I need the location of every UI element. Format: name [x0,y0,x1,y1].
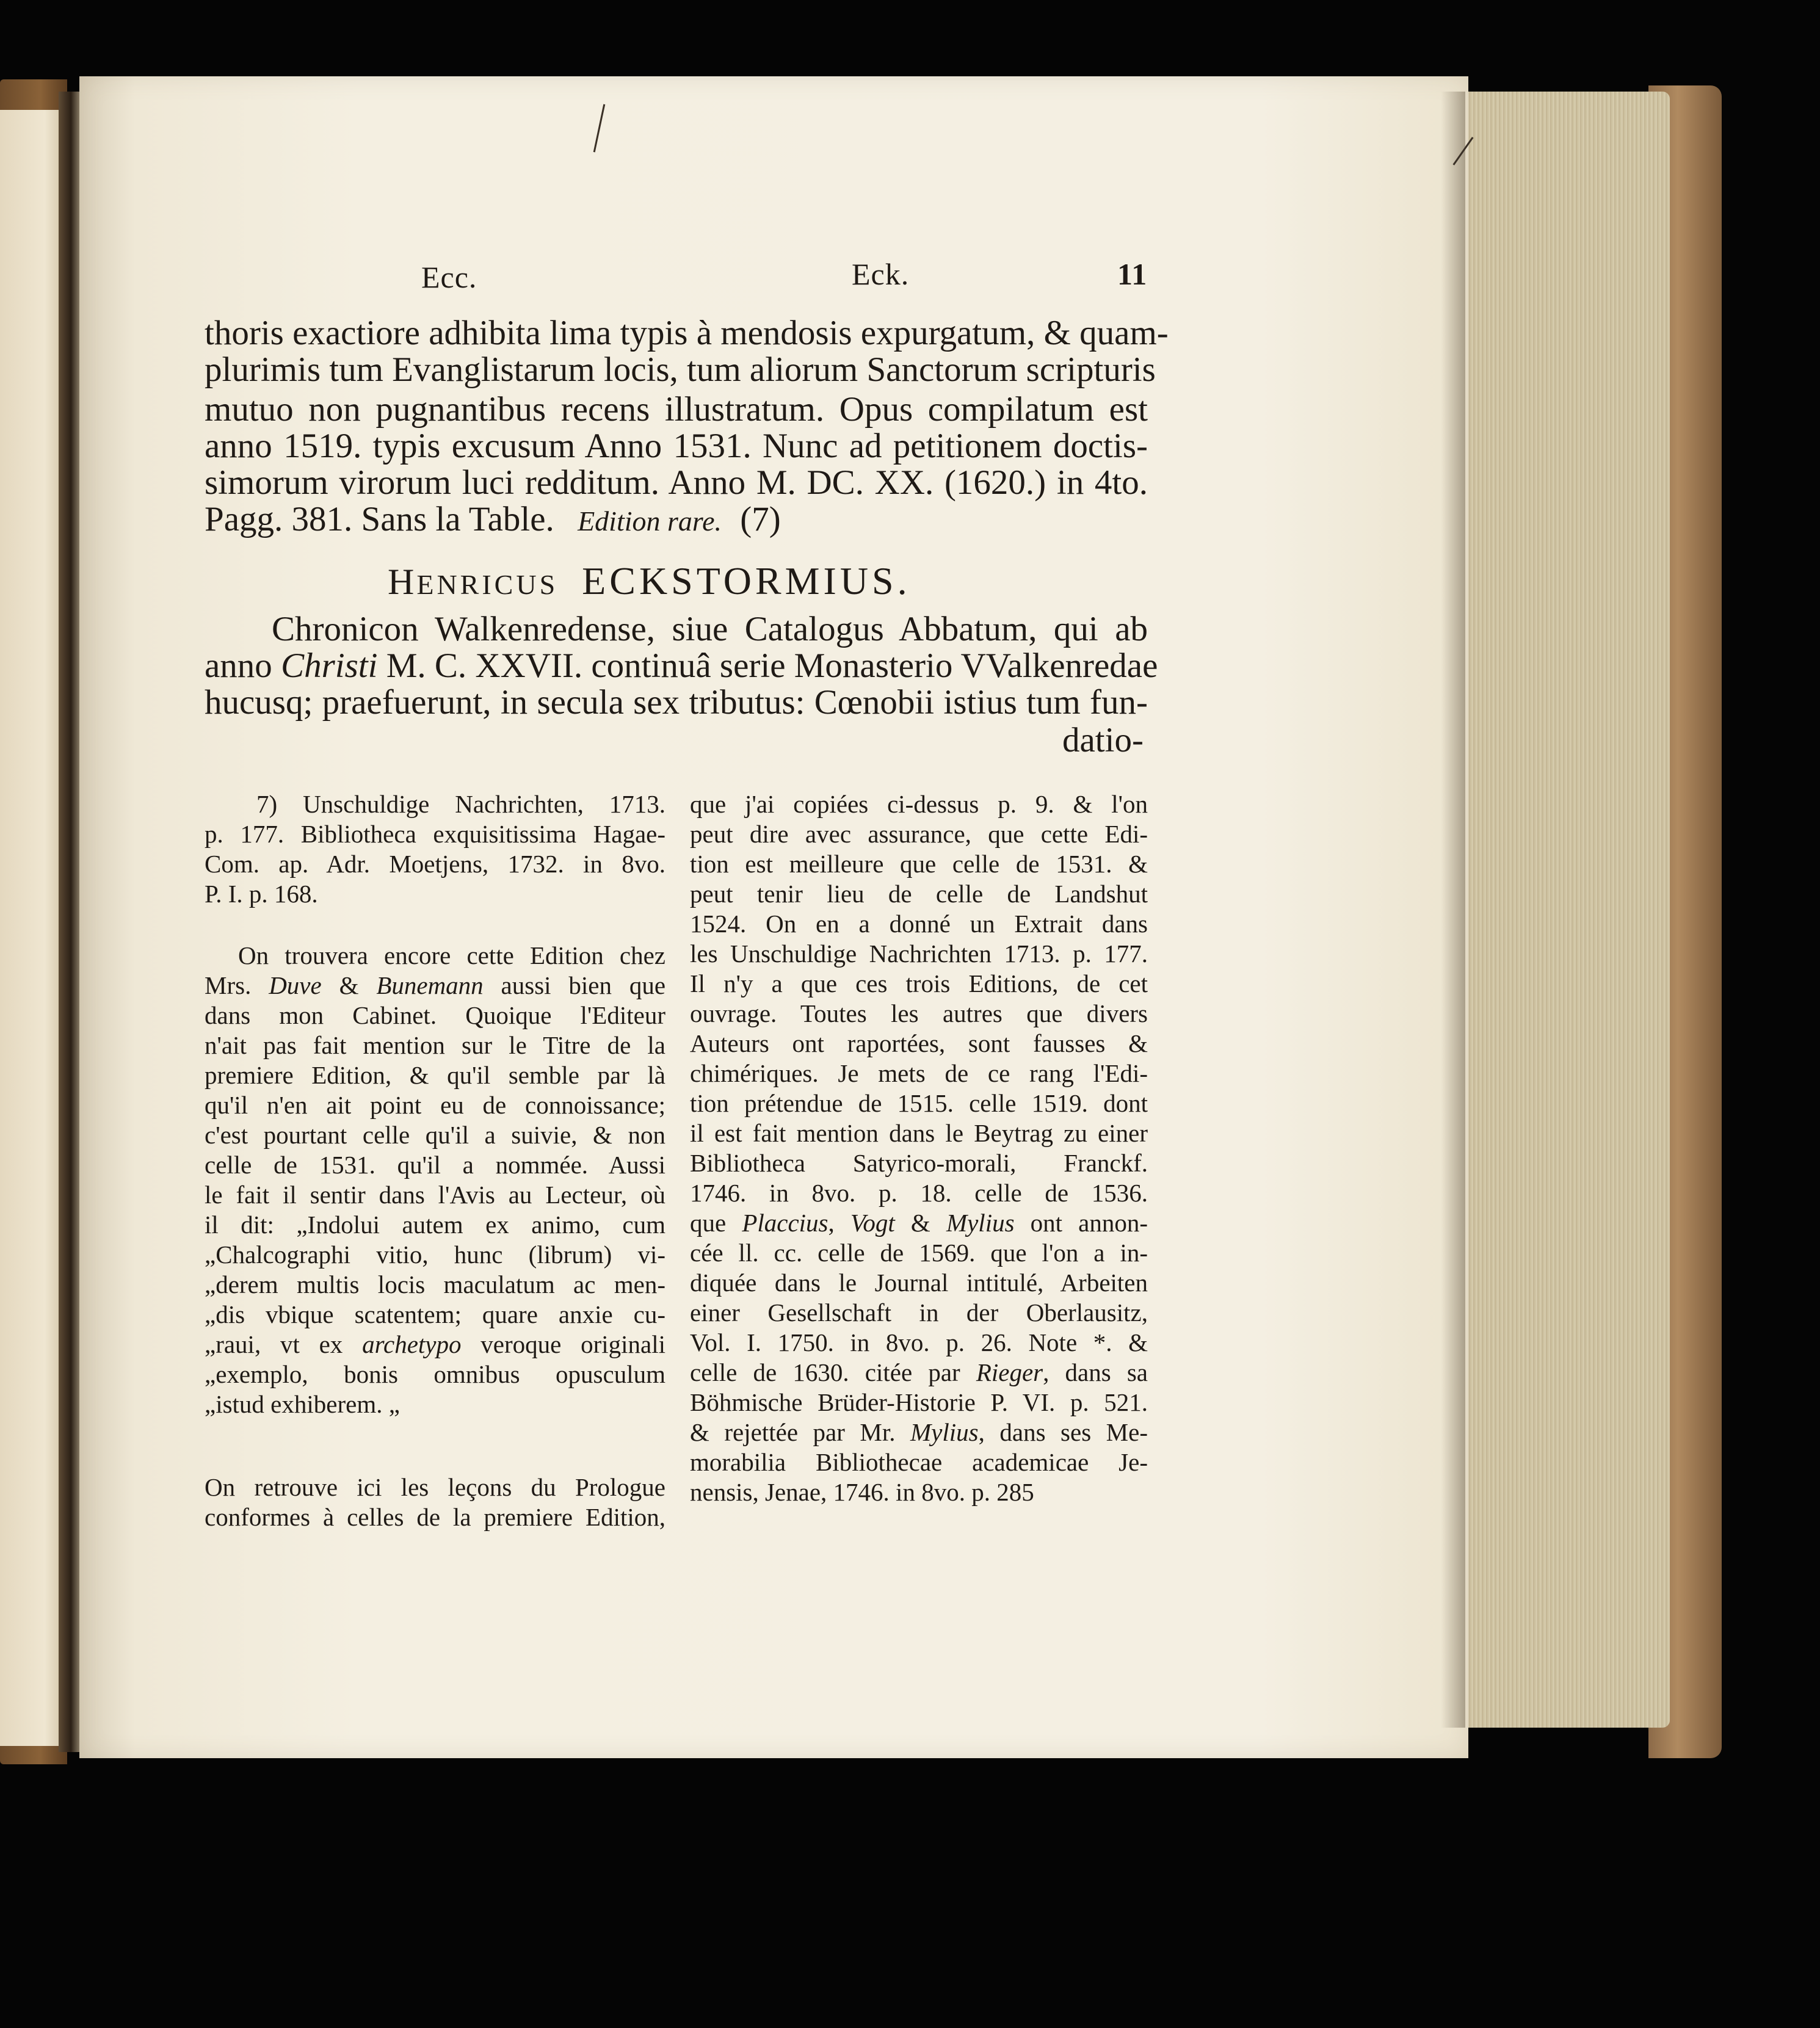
footnote-line: cée ll. cc. celle de 1569. que l'on a in- [690,1239,1148,1267]
footnote-line: tion prétendue de 1515. celle 1519. dont [690,1089,1148,1117]
italic-word: archetypo [362,1330,462,1358]
footnote-line: Böhmische Brüder-Historie P. VI. p. 521. [690,1388,1148,1416]
footnote-line: p. 177. Bibliotheca exquisitissima Hagae- [205,820,665,848]
footnote-line: Il n'y a que ces trois Editions, de cet [690,969,1148,998]
text-line [205,646,1158,685]
footnote-line: n'ait pas fait mention sur le Titre de la [205,1031,665,1059]
italic-name: Duve [269,971,322,999]
footnote-line: „exemplo, bonis omnibus opusculum [205,1360,665,1388]
italic-name: Vogt [850,1209,895,1237]
footnote-line [690,1358,1148,1388]
text-fragment: celle de 1630. citée par [690,1358,960,1386]
footnote-line: Bibliotheca Satyrico-morali, Franckf. [690,1149,1148,1177]
author-forename-initial: H [388,562,417,602]
text-fragment: ont annon- [1030,1209,1148,1237]
footnote-line: peut tenir lieu de celle de Landshut [690,880,1148,908]
text-line: thoris exactiore adhibita lima typis à mendosis expurgatum, & quam- [205,314,1169,352]
footnote-line: „derem multis locis maculatum ac men- [205,1270,665,1298]
footnote-line: celle de 1531. qu'il a nommée. Aussi [205,1151,665,1179]
italic-word: Christi [281,646,378,685]
text-fragment: , dans sa [1043,1358,1148,1386]
footnote-line: einer Gesellschaft in der Oberlausitz, [690,1298,1148,1327]
text-line: simorum virorum luci redditum. Anno M. DC. XX. (1620.) in 4to. [205,463,1148,502]
footnote-line: „istud exhiberem. „ [205,1390,400,1418]
footnote-line: „dis vbique scatentem; quare anxie cu- [205,1300,665,1328]
text-fragment: anno [205,646,272,685]
facing-page-edge [0,110,64,1746]
author-forename: ENRICUS [416,569,559,600]
footnote-line: que j'ai copiées ci-dessus p. 9. & l'on [690,790,1148,818]
footnote-line: Auteurs ont raportées, sont fausses & [690,1029,1148,1057]
author-heading [388,559,911,604]
author-surname: ECKSTORMIUS. [582,559,911,603]
footnote-line: diquée dans le Journal intitulé, Arbeiten [690,1269,1148,1297]
footnote-line: „Chalcographi vitio, hunc (librum) vi- [205,1240,665,1269]
footnote-line: 1524. On en a donné un Extrait dans [690,910,1148,938]
text-fragment: & rejettée par Mr. [690,1418,896,1446]
italic-name: Mylius [910,1418,979,1446]
text-line: Chronicon Walkenredense, siue Catalogus Abbatum, qui ab [272,610,1148,648]
footnote-line: 1746. in 8vo. p. 18. celle de 1536. [690,1179,1148,1207]
italic-name: Bunemann [376,971,484,999]
footnote-line: c'est pourtant celle qu'il a suivie, & non [205,1121,665,1149]
footnote-line: conformes à celles de la premiere Edition, [205,1503,665,1531]
footnote-line [690,1208,1148,1238]
page-block-edge [1462,92,1670,1728]
pagination-line [205,501,1148,540]
footnote-line: chimériques. Je mets de ce rang l'Edi- [690,1059,1148,1087]
text-fragment: „raui, vt ex [205,1330,343,1358]
footnote-line: il dit: „Indolui autem ex animo, cum [205,1211,665,1239]
footnote-ref: (7) [740,500,781,538]
footnote-line: On retrouve ici les leçons du Prologue [205,1473,665,1501]
text-line: plurimis tum Evanglistarum locis, tum aliorum Sanctorum scripturis [205,350,1156,389]
footnote-line [690,1418,1148,1447]
italic-name: Placcius [742,1209,828,1237]
footnote-line: qu'il n'en ait point eu de connoissance; [205,1091,665,1119]
footnote-line: les Unschuldige Nachrichten 1713. p. 177. [690,940,1148,968]
text-fragment: & [339,971,359,999]
footnote-line: 7) Unschuldige Nachrichten, 1713. [256,790,665,818]
footnote-line: premiere Edition, & qu'il semble par là [205,1061,665,1089]
text-fragment: Mrs. [205,971,252,999]
footnote-line: il est fait mention dans le Beytrag zu einer [690,1119,1148,1147]
text-fragment: , [828,1209,835,1237]
text-line: mutuo non pugnantibus recens illustratum. Opus compilatum est [205,390,1148,429]
footnote-line: dans mon Cabinet. Quoique l'Editeur [205,1001,665,1029]
pagination-text: Pagg. 381. Sans la Table. [205,500,554,538]
text-fragment: aussi bien que [501,971,666,999]
footnote-line: morabilia Bibliothecae academicae Je- [690,1448,1148,1476]
footnote-line: Vol. I. 1750. in 8vo. p. 26. Note *. & [690,1328,1148,1356]
text-fragment: , dans ses Me- [978,1418,1148,1446]
text-fragment: & [910,1209,930,1237]
footnote-line: Com. ap. Adr. Moetjens, 1732. in 8vo. [205,850,665,878]
text-fragment: M. C. XXVII. continuâ serie Monasterio VValkenredae [386,646,1158,685]
footnote-line: P. I. p. 168. [205,880,318,908]
footnote-line [205,971,665,1001]
footnote-line [205,1330,665,1360]
page-number: 11 [1117,257,1148,291]
running-head-left: Ecc. [421,260,477,294]
text-line: hucusq; praefuerunt, in secula sex tributus: Cœnobii istius tum fun- [205,683,1148,722]
footnote-line: le fait il sentir dans l'Avis au Lecteur, où [205,1181,665,1209]
running-head-center: Eck. [852,257,910,291]
text-fragment: que [690,1209,727,1237]
text-line: anno 1519. typis excusum Anno 1531. Nunc ad petitionem doctis- [205,427,1148,465]
footnote-line: tion est meilleure que celle de 1531. & [690,850,1148,878]
footnote-line: On trouvera encore cette Edition chez [238,941,665,969]
catchword: datio- [1062,721,1144,759]
rarity-note: Edition rare. [578,505,722,537]
footnote-line: nensis, Jenae, 1746. in 8vo. p. 285 [690,1478,1034,1506]
page-shadow [1441,92,1465,1728]
text-fragment: veroque originali [480,1330,665,1358]
footnote-line: ouvrage. Toutes les autres que divers [690,999,1148,1027]
italic-name: Mylius [946,1209,1015,1237]
footnote-line: peut dire avec assurance, que cette Edi- [690,820,1148,848]
italic-name: Rieger [976,1358,1043,1386]
